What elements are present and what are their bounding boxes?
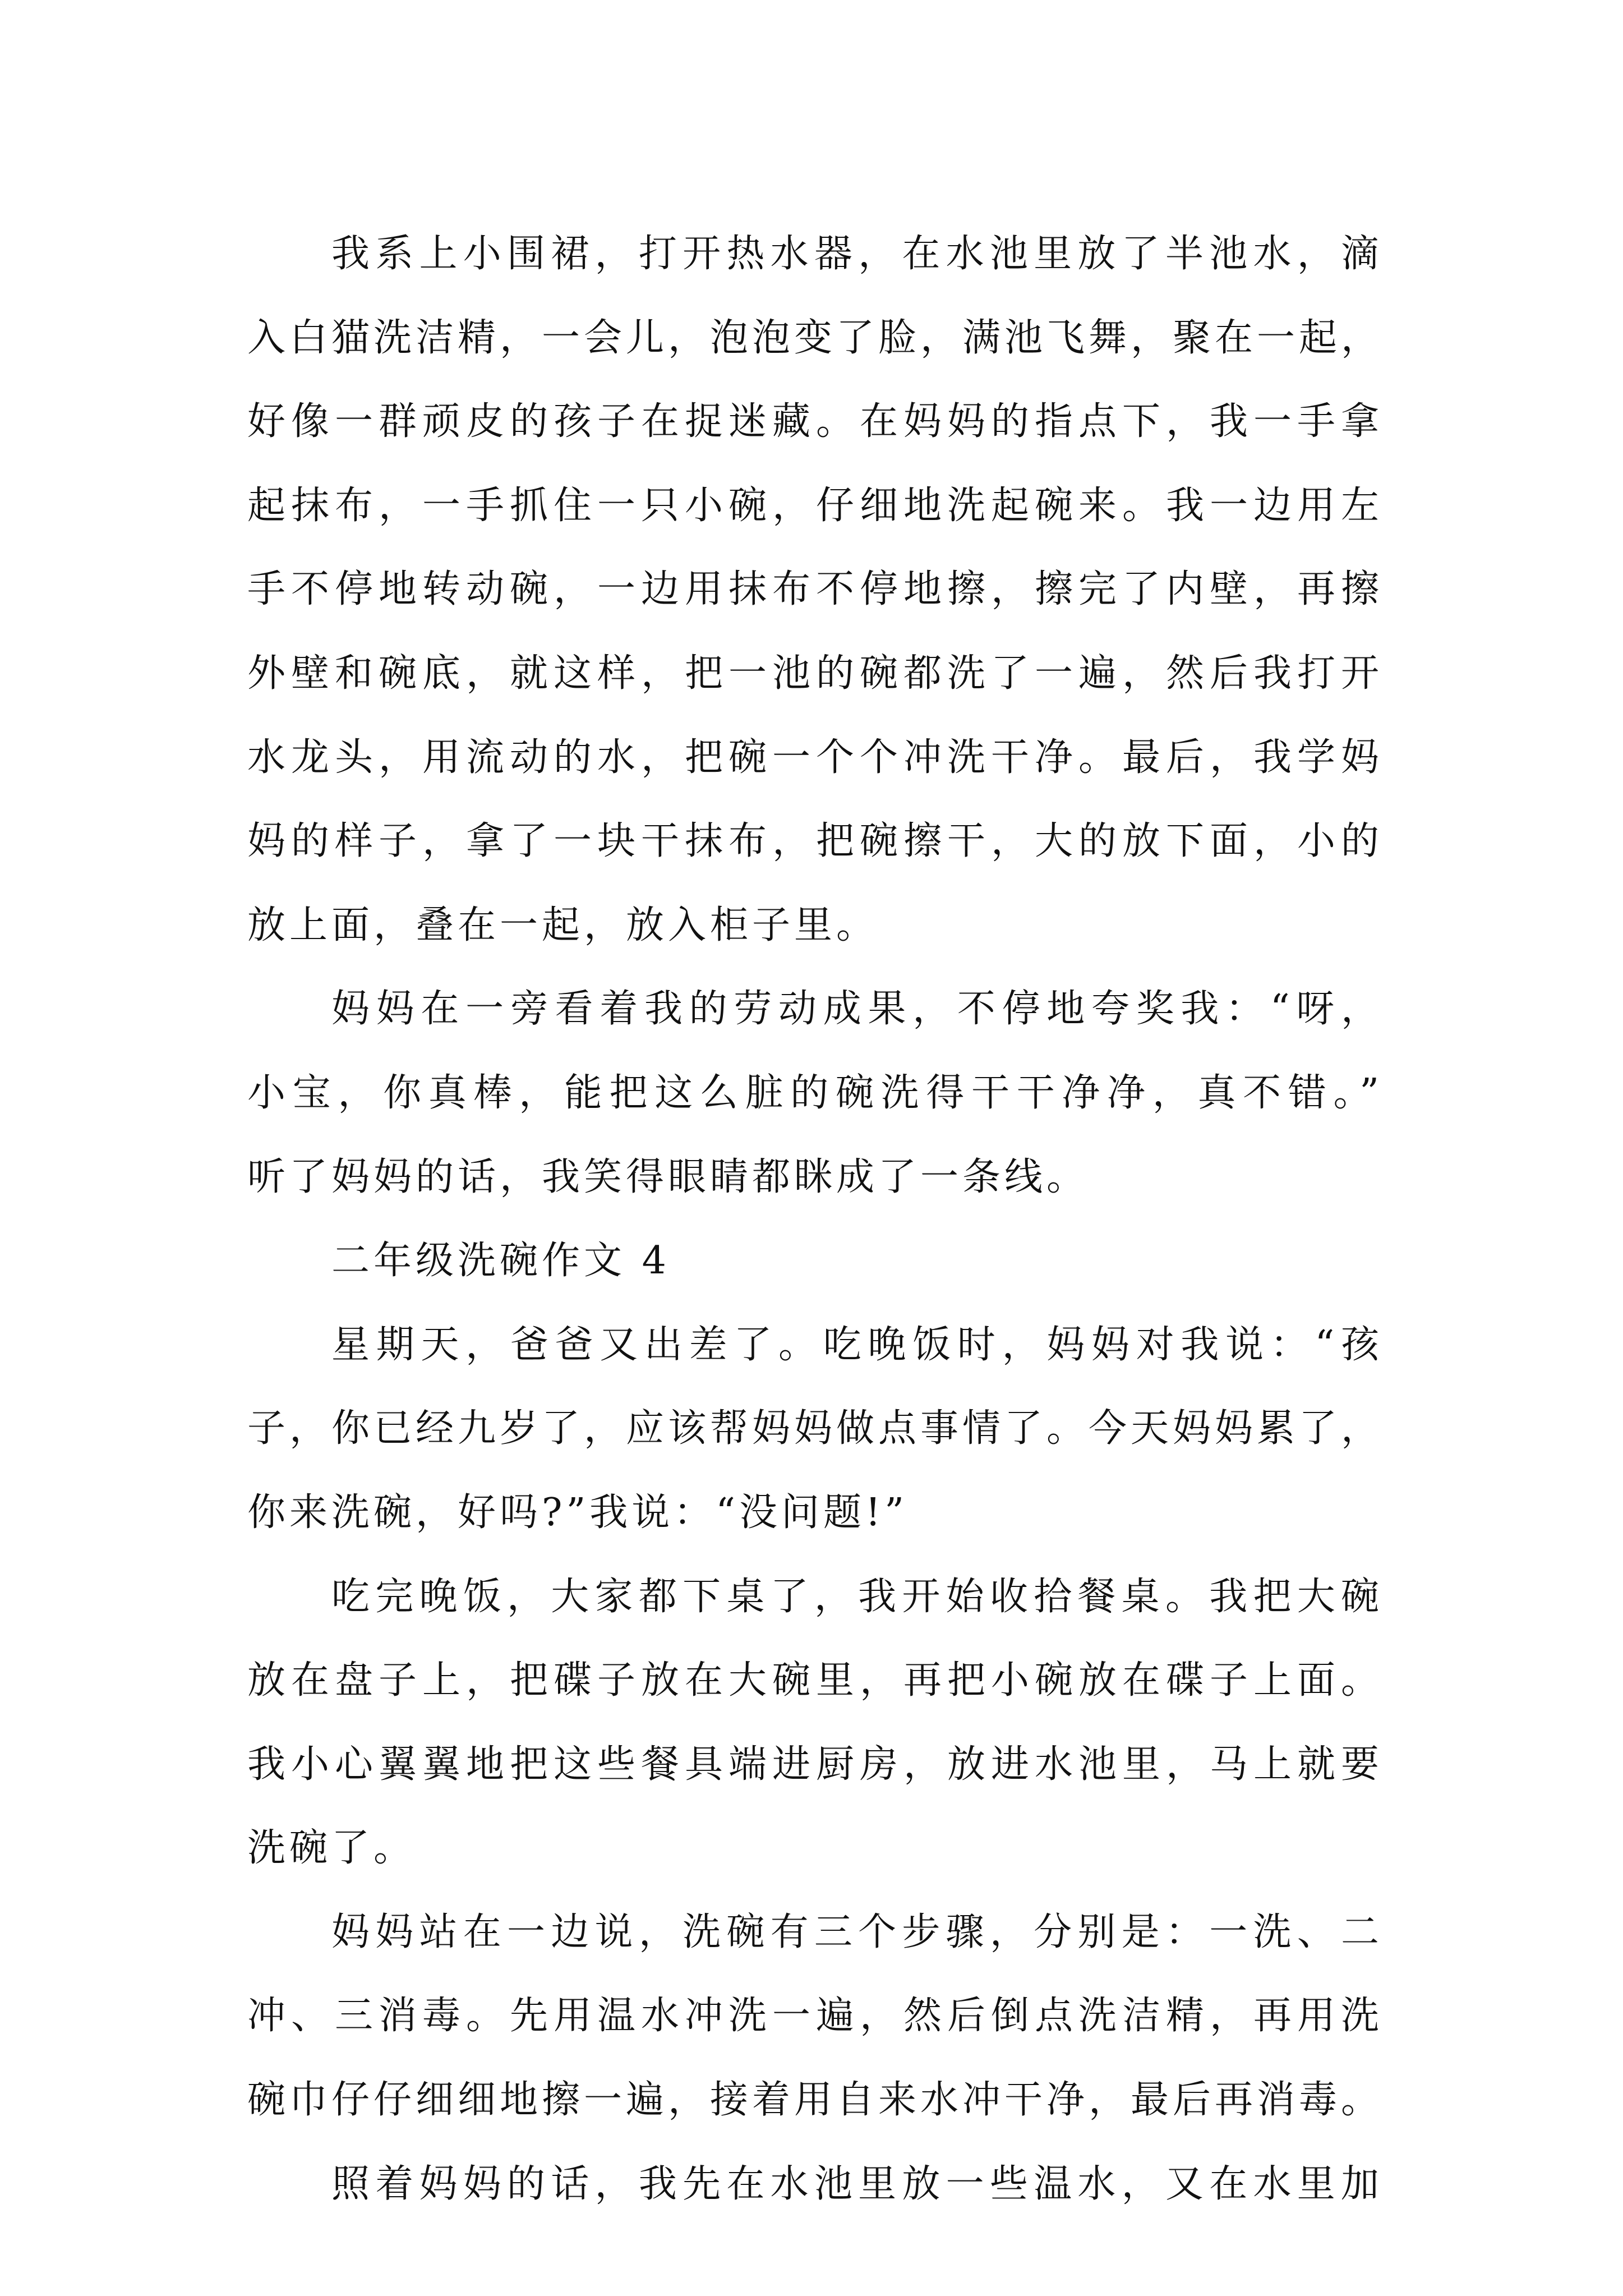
paragraph-3-line-1: 星期天，爸爸又出差了。吃晚饭时，妈妈对我说：“孩 <box>331 1322 1383 1367</box>
paragraph-4-line-3: 我小心翼翼地把这些餐具端进厨房，放进水池里，马上就要 <box>247 1742 1383 1787</box>
paragraph-1-line-5: 手不停地转动碗，一边用抹布不停地擦，擦完了内壁，再擦 <box>247 567 1383 612</box>
paragraph-3-line-2: 子，你已经九岁了，应该帮妈妈做点事情了。今天妈妈累了， <box>247 1406 1384 1451</box>
paragraph-1-line-1: 我系上小围裙，打开热水器，在水池里放了半池水，滴 <box>331 232 1383 276</box>
paragraph-3-line-3: 你来洗碗，好吗?”我说：“没问题!” <box>247 1490 909 1535</box>
section-heading: 二年级洗碗作文 4 <box>331 1239 670 1283</box>
paragraph-1-line-7: 水龙头，用流动的水，把碗一个个冲洗干净。最后，我学妈 <box>247 735 1383 780</box>
paragraph-2-line-2: 小宝，你真棒，能把这么脏的碗洗得干干净净，真不错。” <box>247 1070 1383 1115</box>
paragraph-4-line-4: 洗碗了。 <box>247 1826 416 1871</box>
paragraph-2-line-3: 听了妈妈的话，我笑得眼睛都眯成了一条线。 <box>247 1154 1089 1199</box>
paragraph-4-line-1: 吃完晚饭，大家都下桌了，我开始收拾餐桌。我把大碗 <box>331 1574 1383 1619</box>
paragraph-5-line-1: 妈妈站在一边说，洗碗有三个步骤，分别是：一洗、二 <box>331 1910 1383 1954</box>
paragraph-6-line-1: 照着妈妈的话，我先在水池里放一些温水，又在水里加 <box>331 2161 1383 2206</box>
paragraph-1-line-8: 妈的样子，拿了一块干抹布，把碗擦干，大的放下面，小的 <box>247 819 1383 864</box>
paragraph-4-line-2: 放在盘子上，把碟子放在大碗里，再把小碗放在碟子上面。 <box>247 1658 1383 1703</box>
paragraph-2-line-1: 妈妈在一旁看着我的劳动成果，不停地夸奖我：“呀， <box>331 987 1383 1032</box>
paragraph-1-line-9: 放上面，叠在一起，放入柜子里。 <box>247 903 879 947</box>
paragraph-5-line-3: 碗巾仔仔细细地擦一遍，接着用自来水冲干净，最后再消毒。 <box>247 2078 1384 2123</box>
paragraph-1-line-3: 好像一群顽皮的孩子在捉迷藏。在妈妈的指点下，我一手拿 <box>247 399 1383 444</box>
paragraph-1-line-4: 起抹布，一手抓住一只小碗，仔细地洗起碗来。我一边用左 <box>247 483 1383 528</box>
paragraph-1-line-6: 外壁和碗底，就这样，把一池的碗都洗了一遍，然后我打开 <box>247 651 1383 696</box>
document-body <box>247 212 1383 2226</box>
paragraph-5-line-2: 冲、三消毒。先用温水冲洗一遍，然后倒点洗洁精，再用洗 <box>247 1994 1383 2039</box>
paragraph-1-line-2: 入白猫洗洁精，一会儿，泡泡变了脸，满池飞舞，聚在一起， <box>247 315 1384 360</box>
